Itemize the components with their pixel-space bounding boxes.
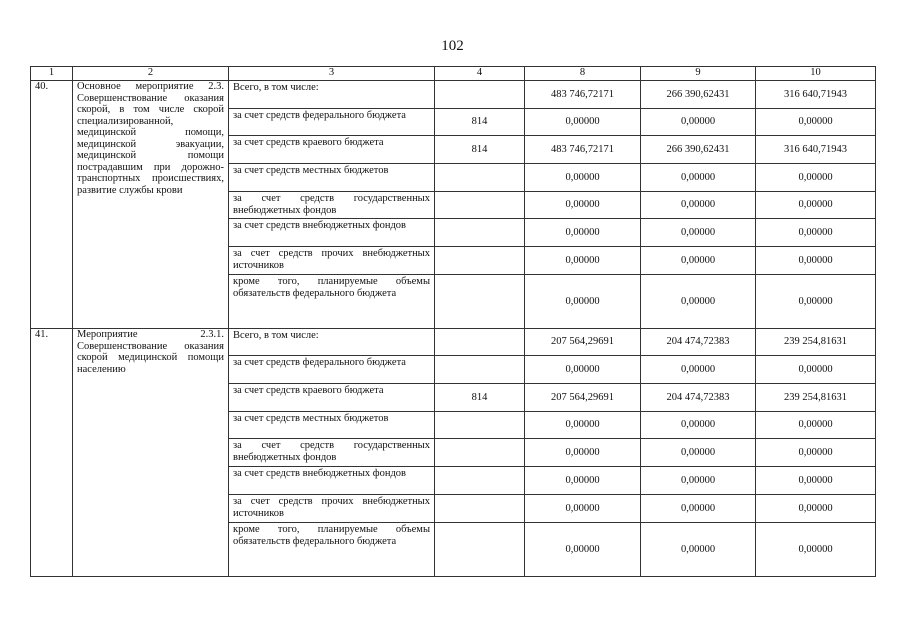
column-header: 8 xyxy=(525,67,641,81)
funding-source: за счет средств краевого бюджета xyxy=(229,136,435,164)
value-col-9: 0,00000 xyxy=(641,192,756,219)
column-header: 2 xyxy=(73,67,229,81)
funding-source: за счет средств внебюджетных фондов xyxy=(229,467,435,495)
funding-source: Всего, в том числе: xyxy=(229,81,435,109)
funding-source: за счет средств прочих внебюджетных источников xyxy=(229,247,435,275)
value-col-8: 0,00000 xyxy=(525,219,641,247)
budget-code xyxy=(435,495,525,523)
value-col-10: 316 640,71943 xyxy=(756,81,876,109)
table-body xyxy=(31,81,876,577)
value-col-10: 316 640,71943 xyxy=(756,136,876,164)
funding-source: за счет средств федерального бюджета xyxy=(229,356,435,384)
row-number: 41. xyxy=(31,329,73,577)
value-col-9: 0,00000 xyxy=(641,109,756,136)
value-col-9: 204 474,72383 xyxy=(641,329,756,356)
header-row xyxy=(31,67,876,81)
budget-code xyxy=(435,81,525,109)
value-col-9: 0,00000 xyxy=(641,412,756,439)
funding-source: за счет средств местных бюджетов xyxy=(229,164,435,192)
value-col-8: 207 564,29691 xyxy=(525,384,641,412)
value-col-9: 266 390,62431 xyxy=(641,81,756,109)
budget-code: 814 xyxy=(435,109,525,136)
table-header xyxy=(31,67,876,81)
funding-source: кроме того, планируемые объемы обязательств федерального бюджета xyxy=(229,523,435,577)
column-header: 1 xyxy=(31,67,73,81)
value-col-8: 0,00000 xyxy=(525,109,641,136)
funding-source: за счет средств внебюджетных фондов xyxy=(229,219,435,247)
value-col-8: 0,00000 xyxy=(525,523,641,577)
row-number: 40. xyxy=(31,81,73,329)
column-header: 10 xyxy=(756,67,876,81)
table-row xyxy=(31,81,876,109)
value-col-8: 0,00000 xyxy=(525,439,641,467)
table-row xyxy=(31,329,876,356)
value-col-8: 0,00000 xyxy=(525,275,641,329)
budget-code xyxy=(435,329,525,356)
value-col-9: 204 474,72383 xyxy=(641,384,756,412)
funding-source: за счет средств прочих внебюджетных источников xyxy=(229,495,435,523)
funding-source: за счет средств федерального бюджета xyxy=(229,109,435,136)
funding-source: кроме того, планируемые объемы обязательств федерального бюджета xyxy=(229,275,435,329)
value-col-9: 0,00000 xyxy=(641,467,756,495)
value-col-9: 0,00000 xyxy=(641,275,756,329)
value-col-9: 0,00000 xyxy=(641,219,756,247)
value-col-9: 0,00000 xyxy=(641,164,756,192)
measure-name: Мероприятие 2.3.1. Совершенствование оказания скорой медицинской помощи населению xyxy=(73,329,229,577)
value-col-9: 0,00000 xyxy=(641,356,756,384)
budget-code xyxy=(435,192,525,219)
value-col-10: 0,00000 xyxy=(756,275,876,329)
value-col-9: 0,00000 xyxy=(641,247,756,275)
budget-code xyxy=(435,164,525,192)
value-col-8: 483 746,72171 xyxy=(525,81,641,109)
funding-source: Всего, в том числе: xyxy=(229,329,435,356)
budget-code xyxy=(435,523,525,577)
column-header: 3 xyxy=(229,67,435,81)
value-col-10: 0,00000 xyxy=(756,495,876,523)
value-col-9: 0,00000 xyxy=(641,495,756,523)
budget-code xyxy=(435,275,525,329)
value-col-10: 0,00000 xyxy=(756,219,876,247)
funding-source: за счет средств местных бюджетов xyxy=(229,412,435,439)
value-col-10: 0,00000 xyxy=(756,439,876,467)
value-col-9: 0,00000 xyxy=(641,439,756,467)
value-col-10: 0,00000 xyxy=(756,412,876,439)
value-col-10: 0,00000 xyxy=(756,523,876,577)
budget-code xyxy=(435,439,525,467)
value-col-10: 0,00000 xyxy=(756,467,876,495)
value-col-9: 266 390,62431 xyxy=(641,136,756,164)
value-col-9: 0,00000 xyxy=(641,523,756,577)
value-col-8: 0,00000 xyxy=(525,495,641,523)
column-header: 9 xyxy=(641,67,756,81)
budget-table xyxy=(30,66,876,577)
value-col-10: 0,00000 xyxy=(756,109,876,136)
budget-code xyxy=(435,356,525,384)
value-col-8: 0,00000 xyxy=(525,247,641,275)
measure-name: Основное мероприятие 2.3. Совершенствование оказания скорой, в том числе скорой специализированной, медицинской помощи, медицинской эвакуации, медицинской помощи пострадавшим при дорожно-транспортных происшествиях, развитие службы крови xyxy=(73,81,229,329)
column-header: 4 xyxy=(435,67,525,81)
value-col-8: 207 564,29691 xyxy=(525,329,641,356)
value-col-8: 0,00000 xyxy=(525,164,641,192)
value-col-8: 0,00000 xyxy=(525,356,641,384)
budget-code xyxy=(435,412,525,439)
funding-source: за счет средств государственных внебюджетных фондов xyxy=(229,439,435,467)
budget-code xyxy=(435,219,525,247)
value-col-10: 239 254,81631 xyxy=(756,384,876,412)
page-number: 102 xyxy=(441,38,464,54)
funding-source: за счет средств краевого бюджета xyxy=(229,384,435,412)
funding-source: за счет средств государственных внебюджетных фондов xyxy=(229,192,435,219)
value-col-8: 0,00000 xyxy=(525,412,641,439)
value-col-8: 483 746,72171 xyxy=(525,136,641,164)
value-col-10: 0,00000 xyxy=(756,247,876,275)
value-col-8: 0,00000 xyxy=(525,467,641,495)
value-col-8: 0,00000 xyxy=(525,192,641,219)
value-col-10: 0,00000 xyxy=(756,164,876,192)
budget-code xyxy=(435,467,525,495)
value-col-10: 0,00000 xyxy=(756,356,876,384)
budget-code: 814 xyxy=(435,136,525,164)
budget-code xyxy=(435,247,525,275)
value-col-10: 239 254,81631 xyxy=(756,329,876,356)
value-col-10: 0,00000 xyxy=(756,192,876,219)
budget-code: 814 xyxy=(435,384,525,412)
